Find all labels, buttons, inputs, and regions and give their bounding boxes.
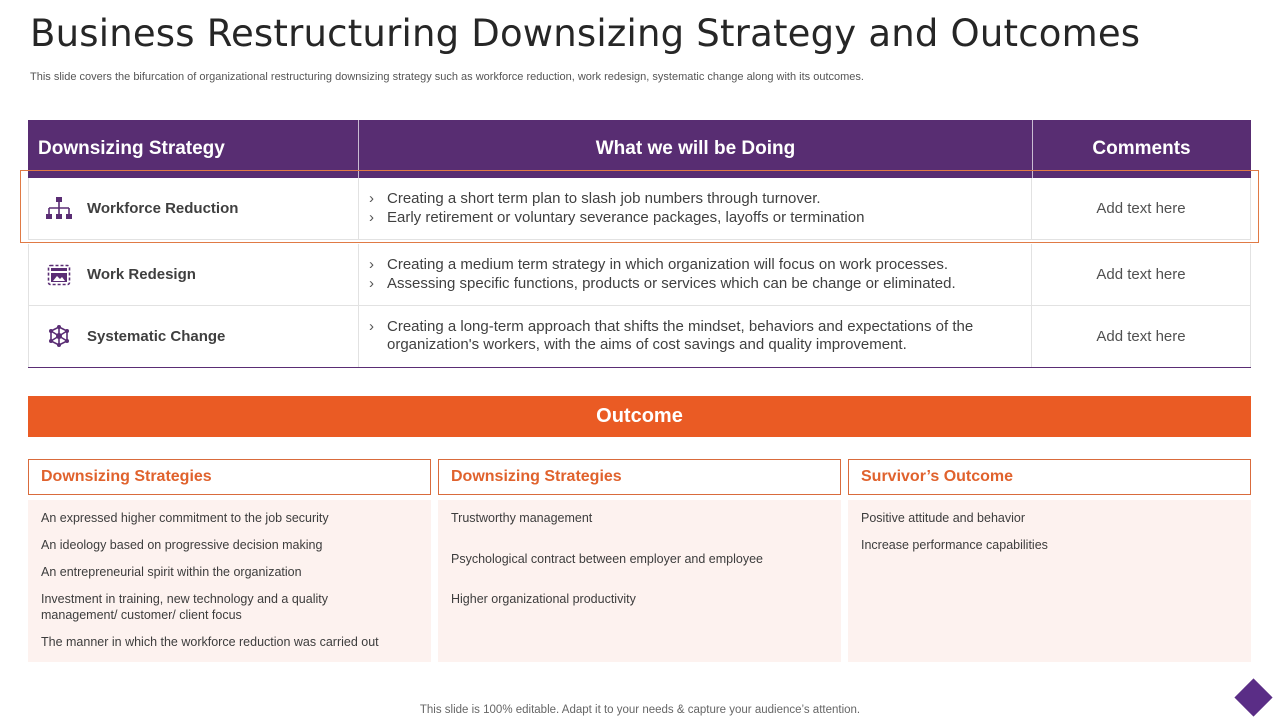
strategy-table	[28, 120, 1251, 368]
table-row	[28, 305, 1251, 367]
outcome-column	[438, 459, 841, 662]
page-title: Business Restructuring Downsizing Strategy and Outcomes	[30, 12, 1141, 55]
comment-cell: Add text here	[1032, 178, 1251, 239]
action-bullet: Early retirement or voluntary severance packages, layoffs or termination	[387, 209, 865, 226]
chevron-right-icon: ›	[369, 209, 374, 226]
chevron-right-icon: ›	[369, 275, 374, 292]
strategy-cell	[28, 244, 359, 305]
table-row	[28, 178, 1251, 240]
action-cell	[359, 244, 1032, 305]
outcome-column-body	[28, 500, 431, 662]
network-hub-icon	[43, 322, 75, 350]
action-cell	[359, 178, 1032, 239]
table-header	[28, 120, 1251, 178]
strategy-label: Work Redesign	[87, 266, 196, 283]
outcome-column	[28, 459, 431, 662]
strategy-cell	[28, 178, 359, 239]
comment-cell: Add text here	[1032, 244, 1251, 305]
outcome-column-body	[848, 500, 1251, 662]
list-item: Trustworthy management	[451, 511, 593, 525]
list-item: An expressed higher commitment to the job security	[41, 511, 329, 525]
chevron-right-icon: ›	[369, 256, 374, 273]
org-chart-icon	[43, 195, 75, 223]
redesign-window-icon	[43, 261, 75, 289]
strategy-label: Workforce Reduction	[87, 200, 239, 217]
list-item: Investment in training, new technology and a quality management/ customer/ client focus	[41, 592, 328, 622]
comment-cell: Add text here	[1032, 305, 1251, 367]
list-item: An ideology based on progressive decision making	[41, 538, 323, 552]
outcome-banner: Outcome	[28, 396, 1251, 437]
footer-note: This slide is 100% editable. Adapt it to your needs & capture your audience’s attention.	[419, 704, 861, 716]
strategy-label: Systematic Change	[87, 327, 226, 345]
list-item: The manner in which the workforce reduction was carried out	[41, 635, 379, 649]
outcome-column	[848, 459, 1251, 662]
list-item: Increase performance capabilities	[861, 538, 1048, 552]
header-comments: Comments	[1092, 138, 1191, 159]
page-subtitle: This slide covers the bifurcation of organizational restructuring downsizing strategy such as workforce reduction, work redesign, systematic change along with its outcomes.	[30, 71, 864, 83]
outcome-column-heading: Downsizing Strategies	[28, 459, 431, 495]
table-row	[28, 244, 1251, 306]
strategy-cell	[28, 305, 359, 367]
chevron-right-icon: ›	[369, 190, 374, 207]
action-bullet: Creating a long-term approach that shifts the mindset, behaviors and expectations of the organization's workers, with the aims of cost savings and quality improvement.	[387, 318, 974, 353]
list-item: Psychological contract between employer and employee	[451, 552, 763, 566]
header-what-we-will-do: What we will be Doing	[359, 120, 1033, 178]
action-cell	[359, 305, 1032, 367]
outcome-column-heading: Survivor’s Outcome	[848, 459, 1251, 495]
action-bullet: Creating a short term plan to slash job numbers through turnover.	[387, 190, 821, 207]
action-bullet: Creating a medium term strategy in which organization will focus on work processes.	[387, 256, 949, 273]
list-item: An entrepreneurial spirit within the organization	[41, 565, 302, 579]
outcome-column-body	[438, 500, 841, 662]
header-downsizing-strategy: Downsizing Strategy	[28, 120, 359, 178]
list-item: Positive attitude and behavior	[861, 511, 1025, 525]
chevron-right-icon: ›	[369, 318, 374, 335]
list-item: Higher organizational productivity	[451, 592, 636, 606]
outcome-column-heading: Downsizing Strategies	[438, 459, 841, 495]
action-bullet: Assessing specific functions, products or services which can be change or eliminated.	[387, 275, 956, 292]
